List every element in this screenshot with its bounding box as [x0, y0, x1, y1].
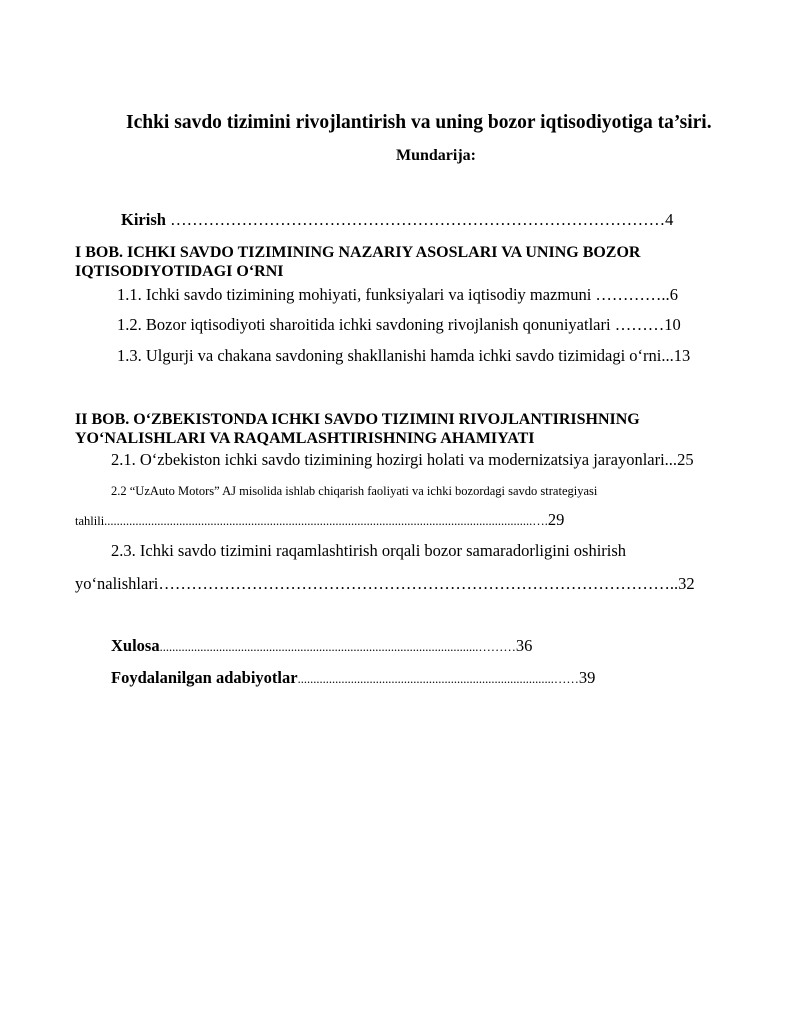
toc-entry-label: Xulosa [111, 636, 160, 655]
toc-entry-2-3-line1: 2.3. Ichki savdo tizimini raqamlashtirish orqali bozor samaradorligini oshirish [111, 541, 627, 560]
toc-page-number: 39 [578, 668, 596, 687]
toc-leader: ……………………………………………………………………………… [165, 210, 666, 229]
toc-leader: ..................................................................................…… [297, 672, 579, 686]
toc-page-number: 29 [547, 510, 565, 529]
toc-entry-text: 1.2. Bozor iqtisodiyoti sharoitida ichki savdoning rivojlanish qonuniyatlari ……… [117, 315, 665, 334]
chapter-heading-line: YO‘NALISHLARI VA RAQAMLASHTIRISHNING AHAMIYATI [75, 430, 535, 447]
chapter-1-heading [75, 243, 735, 281]
chapter-heading-line: II BOB. O‘ZBEKISTONDA ICHKI SAVDO TIZIMINI RIVOJLANTIRISHNING [75, 411, 640, 428]
toc-entry-text: 1.1. Ichki savdo tizimining mohiyati, funksiyalari va iqtisodiy mazmuni ………….. [117, 285, 670, 304]
toc-entry-intro [121, 210, 673, 230]
toc-page-number: 36 [515, 636, 533, 655]
toc-page-number: 10 [664, 315, 681, 334]
toc-page-number: 6 [669, 285, 678, 304]
chapter-2-heading [75, 410, 735, 448]
toc-entry-text: 1.3. Ulgurji va chakana savdoning shakllanishi hamda ichki savdo tizimidagi o‘rni... [117, 346, 674, 365]
toc-leader: ......................................................................................................……… [159, 640, 516, 654]
toc-page-number: 32 [678, 574, 695, 593]
toc-entry-1-1 [117, 285, 678, 305]
toc-entry-label: Foydalanilgan adabiyotlar [111, 668, 298, 687]
toc-entry-2-2-line1: 2.2 “UzAuto Motors” AJ misolida ishlab chiqarish faoliyati va ichki bozordagi savdo strategiyasi [111, 484, 598, 498]
document-title: Ichki savdo tizimini rivojlantirish va uning bozor iqtisodiyotiga ta’siri. [126, 112, 712, 133]
toc-entry-label: Kirish [121, 210, 166, 229]
toc-entry-2-3-line2 [75, 574, 695, 594]
toc-entry-1-3 [117, 346, 690, 366]
chapter-heading-line: IQTISODIYOTIDAGI O‘RNI [75, 263, 284, 280]
toc-entry-text: yo‘nalishlari………………………………………………………………………………….. [75, 574, 679, 593]
toc-entry-references [111, 668, 595, 688]
toc-entry-text: tahlili.........................................................................................................................................…. [75, 514, 548, 528]
toc-page-number: 25 [677, 450, 694, 469]
toc-entry-conclusion [111, 636, 532, 656]
chapter-heading-line: I BOB. ICHKI SAVDO TIZIMINING NAZARIY ASOSLARI VA UNING BOZOR [75, 244, 641, 261]
toc-entry-1-2 [117, 315, 681, 335]
toc-entry-2-1 [111, 450, 694, 470]
toc-page-number: 13 [673, 346, 691, 365]
toc-entry-2-2-line2 [75, 510, 763, 530]
toc-entry-text: 2.1. O‘zbekiston ichki savdo tizimining hozirgi holati va modernizatsiya jarayonlari... [111, 450, 678, 469]
contents-heading: Mundarija: [396, 147, 476, 164]
toc-page-number: 4 [665, 210, 674, 229]
